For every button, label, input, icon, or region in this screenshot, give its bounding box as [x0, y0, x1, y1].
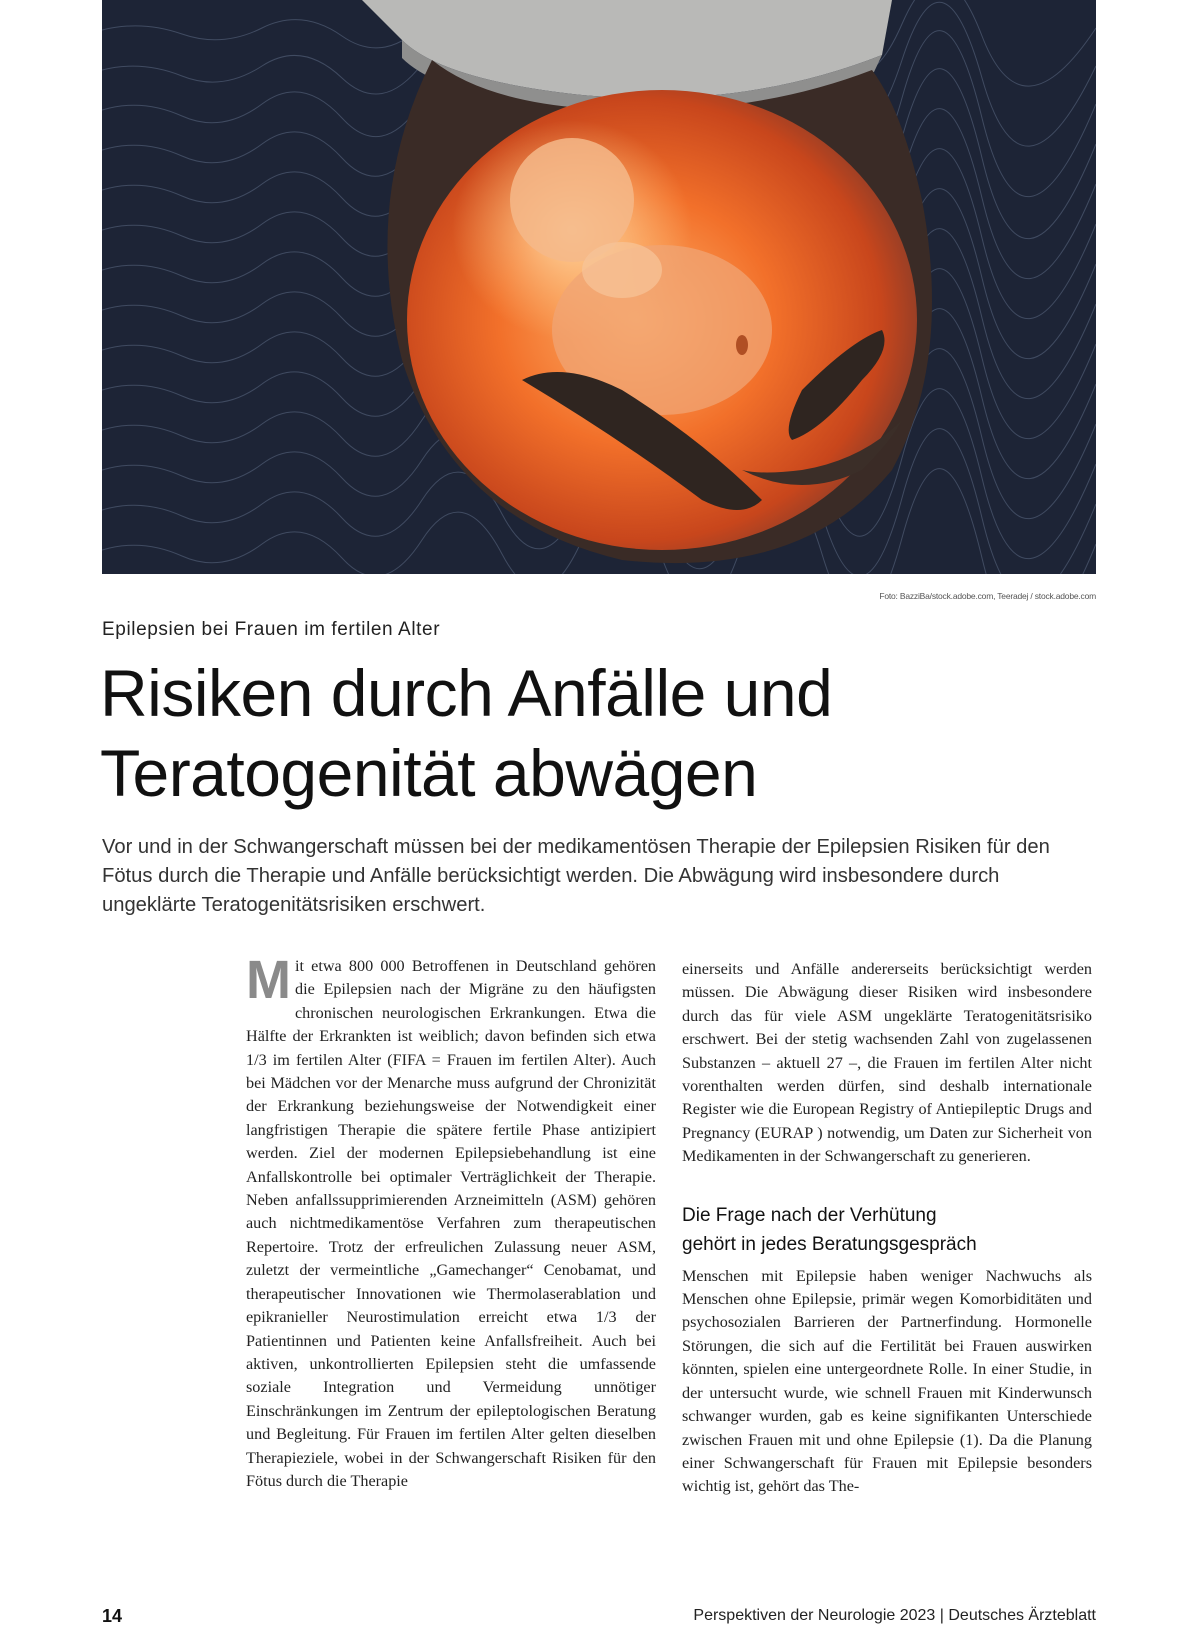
article-kicker: Epilepsien bei Frauen im fertilen Alter: [102, 619, 441, 640]
publication-footer: Perspektiven der Neurologie 2023 | Deutsches Ärzteblatt: [693, 1607, 1096, 1624]
section-subheading: [682, 1201, 1092, 1259]
pregnancy-illustration: [102, 0, 1096, 574]
article-title: [100, 653, 1100, 813]
photo-credit: Foto: BazziBa/stock.adobe.com, Teeradej / stock.adobe.com: [879, 591, 1096, 601]
article-lead: Vor und in der Schwangerschaft müssen bei der medikamentösen Therapie der Epilepsien Risiken für den Fötus durch die Therapie und Anfälle berücksichtigt werden. Die Abwägung wird insbesondere durch ungeklärte Teratogenitätsrisiken erschwert.: [102, 836, 1050, 916]
body-text-col1: it etwa 800 000 Betroffenen in Deutschland gehören die Epilepsien nach der Migräne zu den häufigsten chronischen neurologischen Erkrankungen. Etwa die Hälfte der Erkrankten ist weiblich; davon befinden sich etwa 1/3 im fertilen Alter (FIFA = Frauen im fertilen Alter). Auch bei Mädchen vor der Menarche muss aufgrund der Chronizität der Erkrankung beziehungsweise der Notwendigkeit einer langfristigen Therapie die spätere fertile Phase antizipiert werden. Ziel der modernen Epilepsiebehandlung ist eine Anfallskontrolle bei optimaler Verträglichkeit der Therapie. Neben anfallssupprimierenden Arzneimitteln (ASM) gehören auch nichtmedikamentöse Verfahren zum therapeutischen Repertoire. Trotz der erfreulichen Zulassung neuer ASM, zuletzt der vermeintliche „Gamechanger“ Cenobamat, und therapeutischer Innovationen wie Thermolaserablation und epikranieller Neurostimulation erreicht etwa 1/3 der Patientinnen und Patienten keine Anfallsfreiheit. Auch bei aktiven, unkontrollierten Epilepsien steht die umfassende soziale Integration und Vermeidung unnötiger Einschränkungen im Zentrum der epileptologischen Beratung und Begleitung. Für Frauen im fertilen Alter gelten dieselben Therapieziele, wobei in der Schwangerschaft Risiken für den Fötus durch die Therapie: [246, 957, 656, 1490]
title-line-1: Risiken durch Anfälle und: [100, 656, 833, 730]
body-text-col2-p2: Menschen mit Epilepsie haben weniger Nachwuchs als Menschen ohne Epilepsie, primär wegen Komorbiditäten und psychosozialen Barrieren der Partnerfindung. Hormonelle Störungen, die sich auf die Fertilität bei Frauen auswirken könnten, spielen eine untergeordnete Rolle. In einer Studie, in der untersucht wurde, wie schnell Frauen mit Kinderwunsch schwanger wurden, gab es keine signifikanten Unterschiede zwischen Frauen mit und ohne Epilepsie (1). Da die Planung einer Schwangerschaft für Frauen mit Epilepsie besonders wichtig ist, gehört das The-: [682, 1266, 1092, 1496]
body-text-col2-p1: einerseits und Anfälle andererseits berücksichtigt werden müssen. Die Abwägung dieser Risiken wird insbesondere durch das für viele ASM ungeklärte Teratogenitätsrisiko erschwert. Bei der stetig wachsenden Zahl von zugelassenen Substanzen – aktuell 27 –, die Frauen im fertilen Alter nicht vorenthalten werden dürfen, sind deshalb internationale Register wie die European Registry of Antiepileptic Drugs and Pregnancy (EURAP ) notwendig, um Daten zur Sicherheit von Medikamenten in der Schwangerschaft zu generieren.: [682, 960, 1092, 1166]
drop-cap: M: [246, 950, 291, 1010]
body-column-left: [246, 950, 656, 1493]
hero-photo: [102, 0, 1096, 574]
body-column-right: [682, 958, 1092, 1499]
subhead-line-1: Die Frage nach der Verhütung: [682, 1204, 937, 1226]
title-line-2: Teratogenität abwägen: [100, 736, 758, 810]
body-paragraph: [246, 950, 656, 1493]
subhead-line-2: gehört in jedes Beratungsgespräch: [682, 1233, 977, 1255]
page-number: 14: [102, 1606, 123, 1626]
